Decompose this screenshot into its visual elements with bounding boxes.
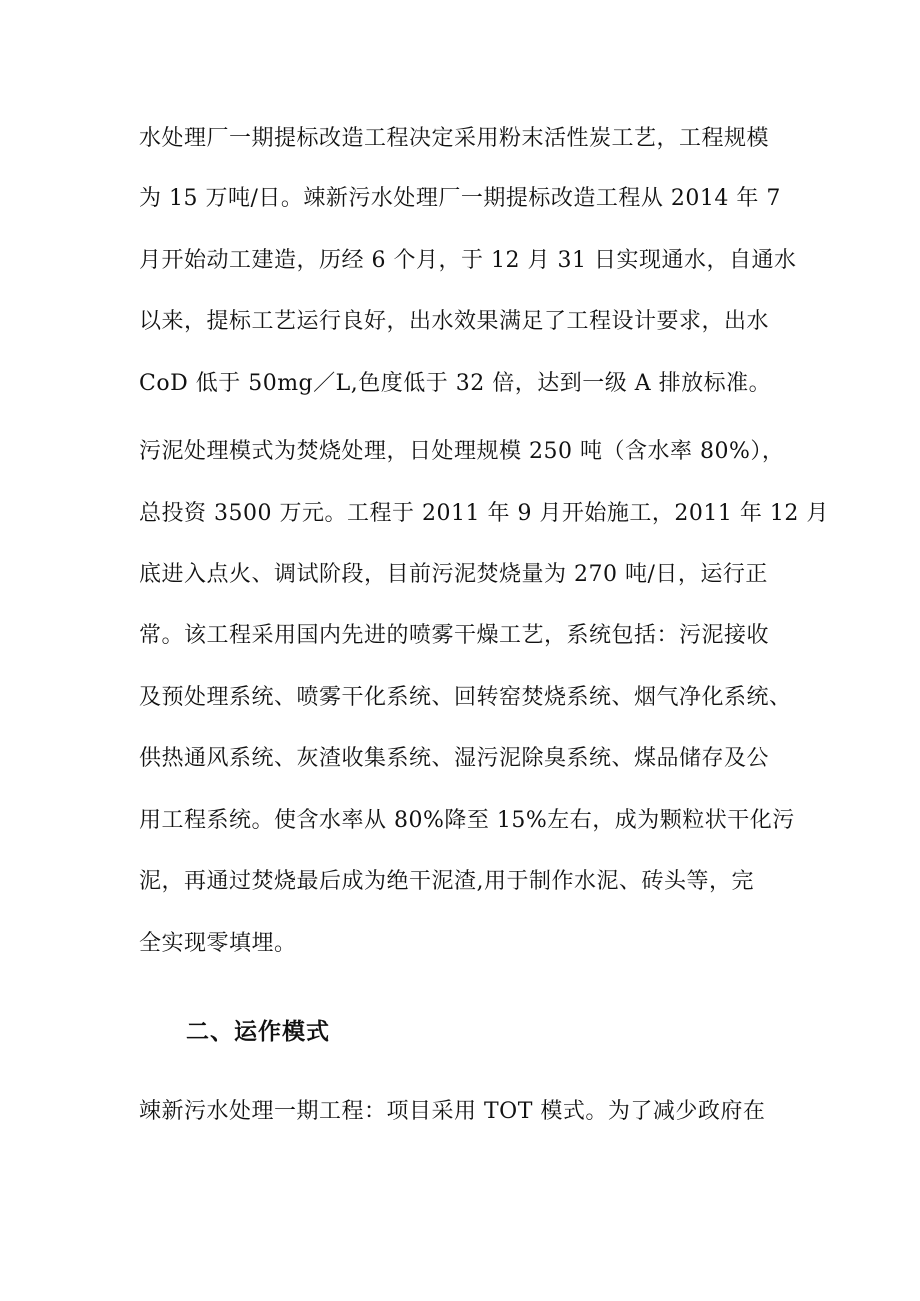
text-line: 泥，再通过焚烧最后成为绝干泥渣,用于制作水泥、砖头等，完 — [139, 869, 754, 894]
text-line: 及预处理系统、喷雾干化系统、回转窑焚烧系统、烟气净化系统、 — [139, 685, 792, 710]
text-line: 用工程系统。使含水率从 80%降至 15%左右，成为颗粒状干化污 — [139, 808, 795, 833]
text-line: 以来，提标工艺运行良好，出水效果满足了工程设计要求，出水 — [139, 309, 770, 334]
text-line: 竦新污水处理一期工程：项目采用 TOT 模式。为了减少政府在 — [139, 1099, 766, 1124]
text-line: 为 15 万吨/日。竦新污水处理厂一期提标改造工程从 2014 年 7 — [139, 186, 781, 211]
text-line: 水处理厂一期提标改造工程决定采用粉末活性炭工艺，工程规模 — [139, 126, 770, 151]
text-line: 总投资 3500 万元。工程于 2011 年 9 月开始施工，2011 年 12 月 — [139, 501, 829, 526]
text-line: 全实现零填埋。 — [139, 931, 297, 956]
section-heading: 二、运作模式 — [186, 1019, 330, 1045]
text-line: 底进入点火、调试阶段，目前污泥焚烧量为 270 吨/日，运行正 — [139, 562, 768, 587]
text-line: 污泥处理模式为焚烧处理，日处理规模 250 吨（含水率 80%）， — [139, 439, 785, 464]
text-line: 常。该工程采用国内先进的喷雾干燥工艺，系统包括：污泥接收 — [139, 623, 770, 648]
text-line: CoD 低于 50mg／L,色度低于 32 倍，达到一级 A 排放标准。 — [139, 371, 772, 396]
text-line: 供热通风系统、灰渣收集系统、湿污泥除臭系统、煤品储存及公 — [139, 746, 770, 771]
text-line: 月开始动工建造，历经 6 个月，于 12 月 31 日实现通水，自通水 — [139, 248, 797, 273]
